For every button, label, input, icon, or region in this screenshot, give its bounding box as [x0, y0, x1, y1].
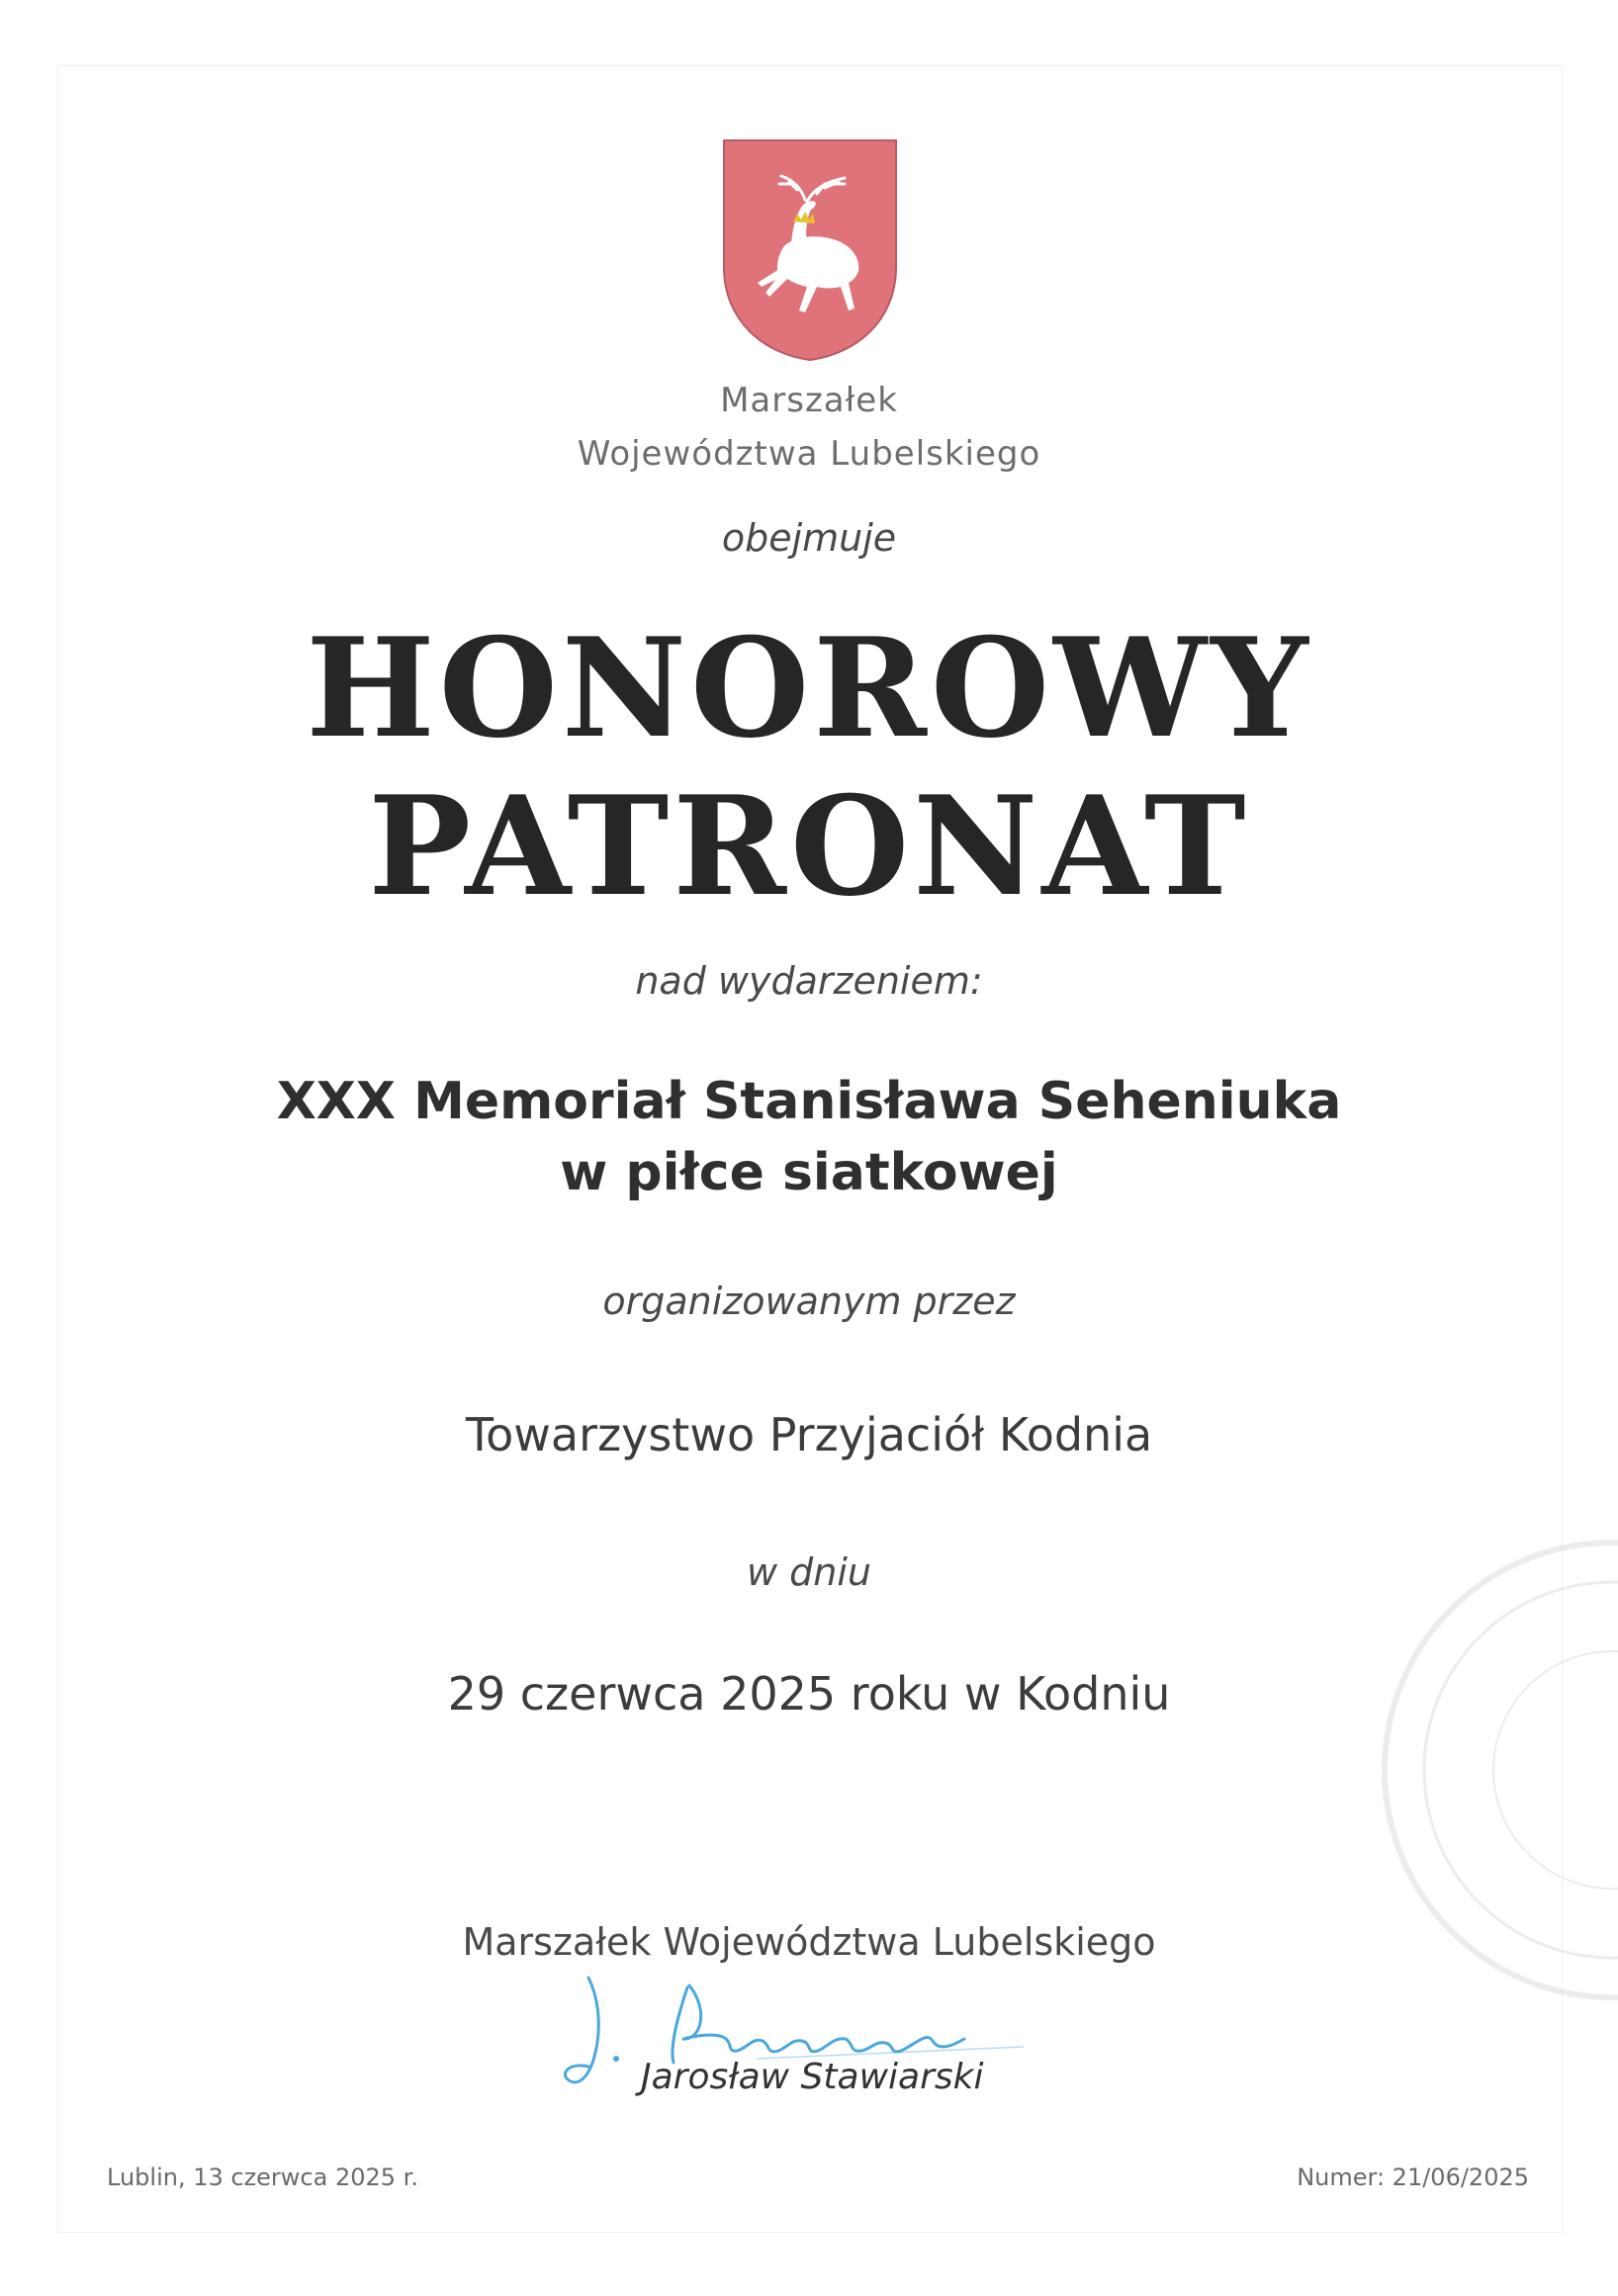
certificate-title [0, 609, 1618, 926]
issuer-line-2: Województwa Lubelskiego [577, 434, 1041, 474]
organizer-name: Towarzystwo Przyjaciół Kodnia [465, 1408, 1153, 1461]
intro-text: obejmuje [721, 516, 897, 560]
over-event-text: nad wydarzeniem: [635, 959, 983, 1003]
document-number: Numer: 21/06/2025 [1297, 2164, 1529, 2191]
organized-by-text: organizowanym przez [602, 1280, 1016, 1323]
title-line-2: PATRONAT [368, 765, 1250, 927]
issuer-heading [0, 374, 1618, 481]
event-date: 29 czerwca 2025 roku w Kodniu [447, 1667, 1171, 1721]
place-and-date: Lublin, 13 czerwca 2025 r. [107, 2164, 418, 2191]
event-line-1: XXX Memoriał Stanisława Seheniuka [276, 1072, 1342, 1131]
coat-of-arms-icon [722, 138, 898, 362]
title-line-1: HONOROWY [306, 607, 1312, 768]
event-name [0, 1066, 1618, 1208]
on-day-text: w dniu [746, 1550, 871, 1594]
event-line-2: w piłce siatkowej [560, 1143, 1058, 1202]
signatory-name: Jarosław Stawiarski [641, 2057, 984, 2097]
signatory-title: Marszałek Województwa Lubelskiego [462, 1920, 1156, 1964]
issuer-line-1: Marszałek [720, 381, 898, 420]
